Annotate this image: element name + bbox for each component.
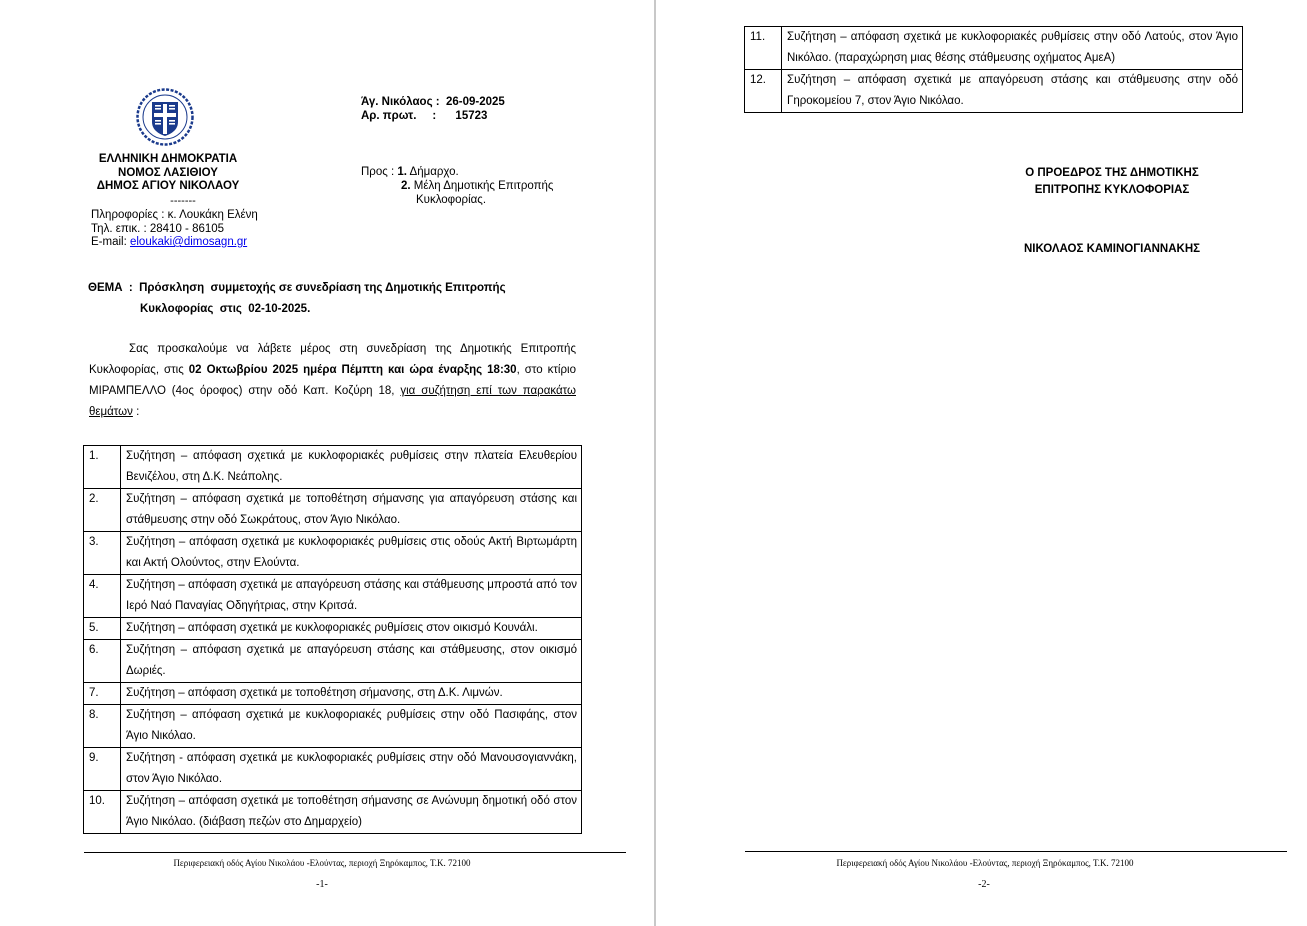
agenda-table-page-1	[83, 445, 582, 834]
header-separator: -------	[170, 195, 196, 207]
agenda-item-number: 1.	[84, 446, 121, 489]
footer-rule	[84, 852, 626, 853]
agenda-item-row	[84, 446, 582, 489]
agenda-item-row	[84, 640, 582, 683]
agenda-item-row	[84, 791, 582, 834]
agenda-item-number: 4.	[84, 575, 121, 618]
agenda-item-number: 10.	[84, 791, 121, 834]
email-label: E-mail:	[91, 236, 130, 248]
body-part-3: :	[132, 406, 140, 418]
signature-title-line-2: ΕΠΙΤΡΟΠΗΣ ΚΥΚΛΟΦΟΡΙΑΣ	[1034, 184, 1190, 196]
recipients-prefix: Προς :	[361, 166, 398, 178]
agenda-item-number: 5.	[84, 618, 121, 640]
agenda-item-text: Συζήτηση – απόφαση σχετικά με κυκλοφοριακές ρυθμίσεις στην οδό Λατούς, στον Άγιο Νικόλαο. (παραχώρηση μιας θέσης στάθμευσης οχήματος ΑμεΑ)	[782, 27, 1243, 70]
agenda-item-text: Συζήτηση – απόφαση σχετικά με απαγόρευση στάσης και στάθμευσης, στον οικισμό Δωριές.	[121, 640, 582, 683]
agenda-item-number: 11.	[745, 27, 782, 70]
agenda-item-text: Συζήτηση – απόφαση σχετικά με κυκλοφοριακές ρυθμίσεις στον οικισμό Κουνάλι.	[121, 618, 582, 640]
body-part-1: Σας προσκαλούμε να λάβετε μέρος στη συνεδρίαση της Δημοτικής Επιτροπής Κυκλοφορίας, στις	[89, 343, 576, 376]
recipient-1-number: 1.	[397, 166, 407, 178]
subject	[88, 278, 558, 320]
issuing-authority	[88, 153, 248, 194]
recipient-2: Μέλη Δημοτικής Επιτροπής	[410, 180, 554, 192]
agenda-item-row	[745, 27, 1243, 70]
invitation-paragraph	[89, 339, 576, 423]
agenda-item-text: Συζήτηση – απόφαση σχετικά με τοποθέτηση σήμανσης για απαγόρευση στάσης και στάθμευσης στην οδό Σωκράτους, στον Άγιο Νικόλαο.	[121, 489, 582, 532]
footer-rule	[745, 851, 1287, 852]
agenda-item-row	[84, 748, 582, 791]
subject-line-2: Κυκλοφορίας στις 02-10-2025.	[140, 303, 311, 315]
agenda-item-text: Συζήτηση – απόφαση σχετικά με τοποθέτηση σήμανσης, στη Δ.Κ. Λιμνών.	[121, 683, 582, 705]
agenda-item-number: 7.	[84, 683, 121, 705]
page-number: -1-	[316, 879, 328, 890]
footer-address: Περιφερειακή οδός Αγίου Νικολάου -Ελούντας, περιοχή Ξηρόκαμπος, Τ.Κ. 72100	[836, 858, 1134, 868]
agenda-item-number: 6.	[84, 640, 121, 683]
signature-title	[1002, 165, 1222, 199]
place-and-date	[361, 95, 505, 123]
agenda-item-row	[84, 618, 582, 640]
signature-title-line-1: Ο ΠΡΟΕΔΡΟΣ ΤΗΣ ΔΗΜΟΤΙΚΗΣ	[1025, 167, 1199, 179]
email-row	[91, 236, 258, 250]
recipients	[361, 165, 553, 207]
agenda-table-page-2	[744, 26, 1243, 113]
agenda-item-text: Συζήτηση – απόφαση σχετικά με απαγόρευση στάσης και στάθμευσης μπροστά από τον Ιερό Ναό Παναγίας Οδηγήτριας, στην Κριτσά.	[121, 575, 582, 618]
agenda-item-row	[84, 489, 582, 532]
meeting-datetime: 02 Οκτωβρίου 2025 ημέρα Πέμπτη και ώρα έναρξης 18:30	[188, 364, 517, 376]
recipient-2-number: 2.	[401, 180, 411, 192]
agenda-item-text: Συζήτηση – απόφαση σχετικά με κυκλοφοριακές ρυθμίσεις στην πλατεία Ελευθερίου Βενιζέλου, στη Δ.Κ. Νεάπολης.	[121, 446, 582, 489]
footer-address: Περιφερειακή οδός Αγίου Νικολάου -Ελούντας, περιοχή Ξηρόκαμπος, Τ.Κ. 72100	[173, 858, 471, 868]
email-link[interactable]: eloukaki@dimosagn.gr	[129, 236, 248, 248]
contact-info	[91, 209, 258, 250]
org-line-3: ΔΗΜΟΣ ΑΓΙΟΥ ΝΙΚΟΛΑΟΥ	[96, 180, 240, 192]
agenda-item-number: 8.	[84, 705, 121, 748]
info-contact: Πληροφορίες : κ. Λουκάκη Ελένη	[91, 209, 258, 221]
agenda-item-number: 2.	[84, 489, 121, 532]
hellenic-republic-emblem-icon	[136, 88, 194, 146]
agenda-item-row	[745, 70, 1243, 113]
agenda-item-number: 3.	[84, 532, 121, 575]
subject-line-1: ΘΕΜΑ : Πρόσκληση συμμετοχής σε συνεδρίαση της Δημοτικής Επιτροπής	[88, 282, 506, 294]
agenda-item-text: Συζήτηση - απόφαση σχετικά με κυκλοφοριακές ρυθμίσεις στην οδό Μανουσογιαννάκη, στον Άγιο Νικόλαο.	[121, 748, 582, 791]
agenda-item-text: Συζήτηση – απόφαση σχετικά με απαγόρευση στάσης και στάθμευσης στην οδό Γηροκομείου 7, στον Άγιο Νικόλαο.	[782, 70, 1243, 113]
recipient-1: Δήμαρχο.	[406, 166, 459, 178]
agenda-intro: για συζήτηση επί των παρακάτω θεμάτων	[89, 385, 576, 418]
agenda-item-row	[84, 532, 582, 575]
agenda-item-number: 12.	[745, 70, 782, 113]
page-number: -2-	[978, 879, 990, 890]
agenda-item-text: Συζήτηση – απόφαση σχετικά με κυκλοφοριακές ρυθμίσεις στην οδό Πασιφάης, στον Άγιο Νικόλαο.	[121, 705, 582, 748]
agenda-item-row	[84, 683, 582, 705]
document-page-2	[656, 0, 1307, 926]
agenda-item-row	[84, 705, 582, 748]
org-line-2: ΝΟΜΟΣ ΛΑΣΙΘΙΟΥ	[118, 166, 218, 179]
agenda-item-number: 9.	[84, 748, 121, 791]
agenda-item-text: Συζήτηση – απόφαση σχετικά με κυκλοφοριακές ρυθμίσεις στις οδούς Ακτή Βιρτωμάρτη και Ακτή Ολούντος, στην Ελούντα.	[121, 532, 582, 575]
agenda-item-text: Συζήτηση – απόφαση σχετικά με τοποθέτηση σήμανσης σε Ανώνυμη δημοτική οδό στον Άγιο Νικόλαο. (διάβαση πεζών στο Δημαρχείο)	[121, 791, 582, 834]
phone-number: Τηλ. επικ. : 28410 - 86105	[91, 222, 225, 235]
recipient-2-cont: Κυκλοφορίας.	[416, 194, 487, 206]
protocol-number: Αρ. πρωτ. : 15723	[361, 110, 488, 122]
signatory-name: ΝΙΚΟΛΑΟΣ ΚΑΜΙΝΟΓΙΑΝΝΑΚΗΣ	[1023, 243, 1201, 255]
date-line: Άγ. Νικόλαος : 26-09-2025	[361, 96, 505, 108]
agenda-item-row	[84, 575, 582, 618]
body-part-2: , στο κτίριο ΜΙΡΑΜΠΕΛΛΟ (4ος όροφος) στην οδό Καπ. Κοζύρη 18,	[89, 364, 576, 397]
org-line-1: ΕΛΛΗΝΙΚΗ ΔΗΜΟΚΡΑΤΙΑ	[98, 153, 238, 165]
